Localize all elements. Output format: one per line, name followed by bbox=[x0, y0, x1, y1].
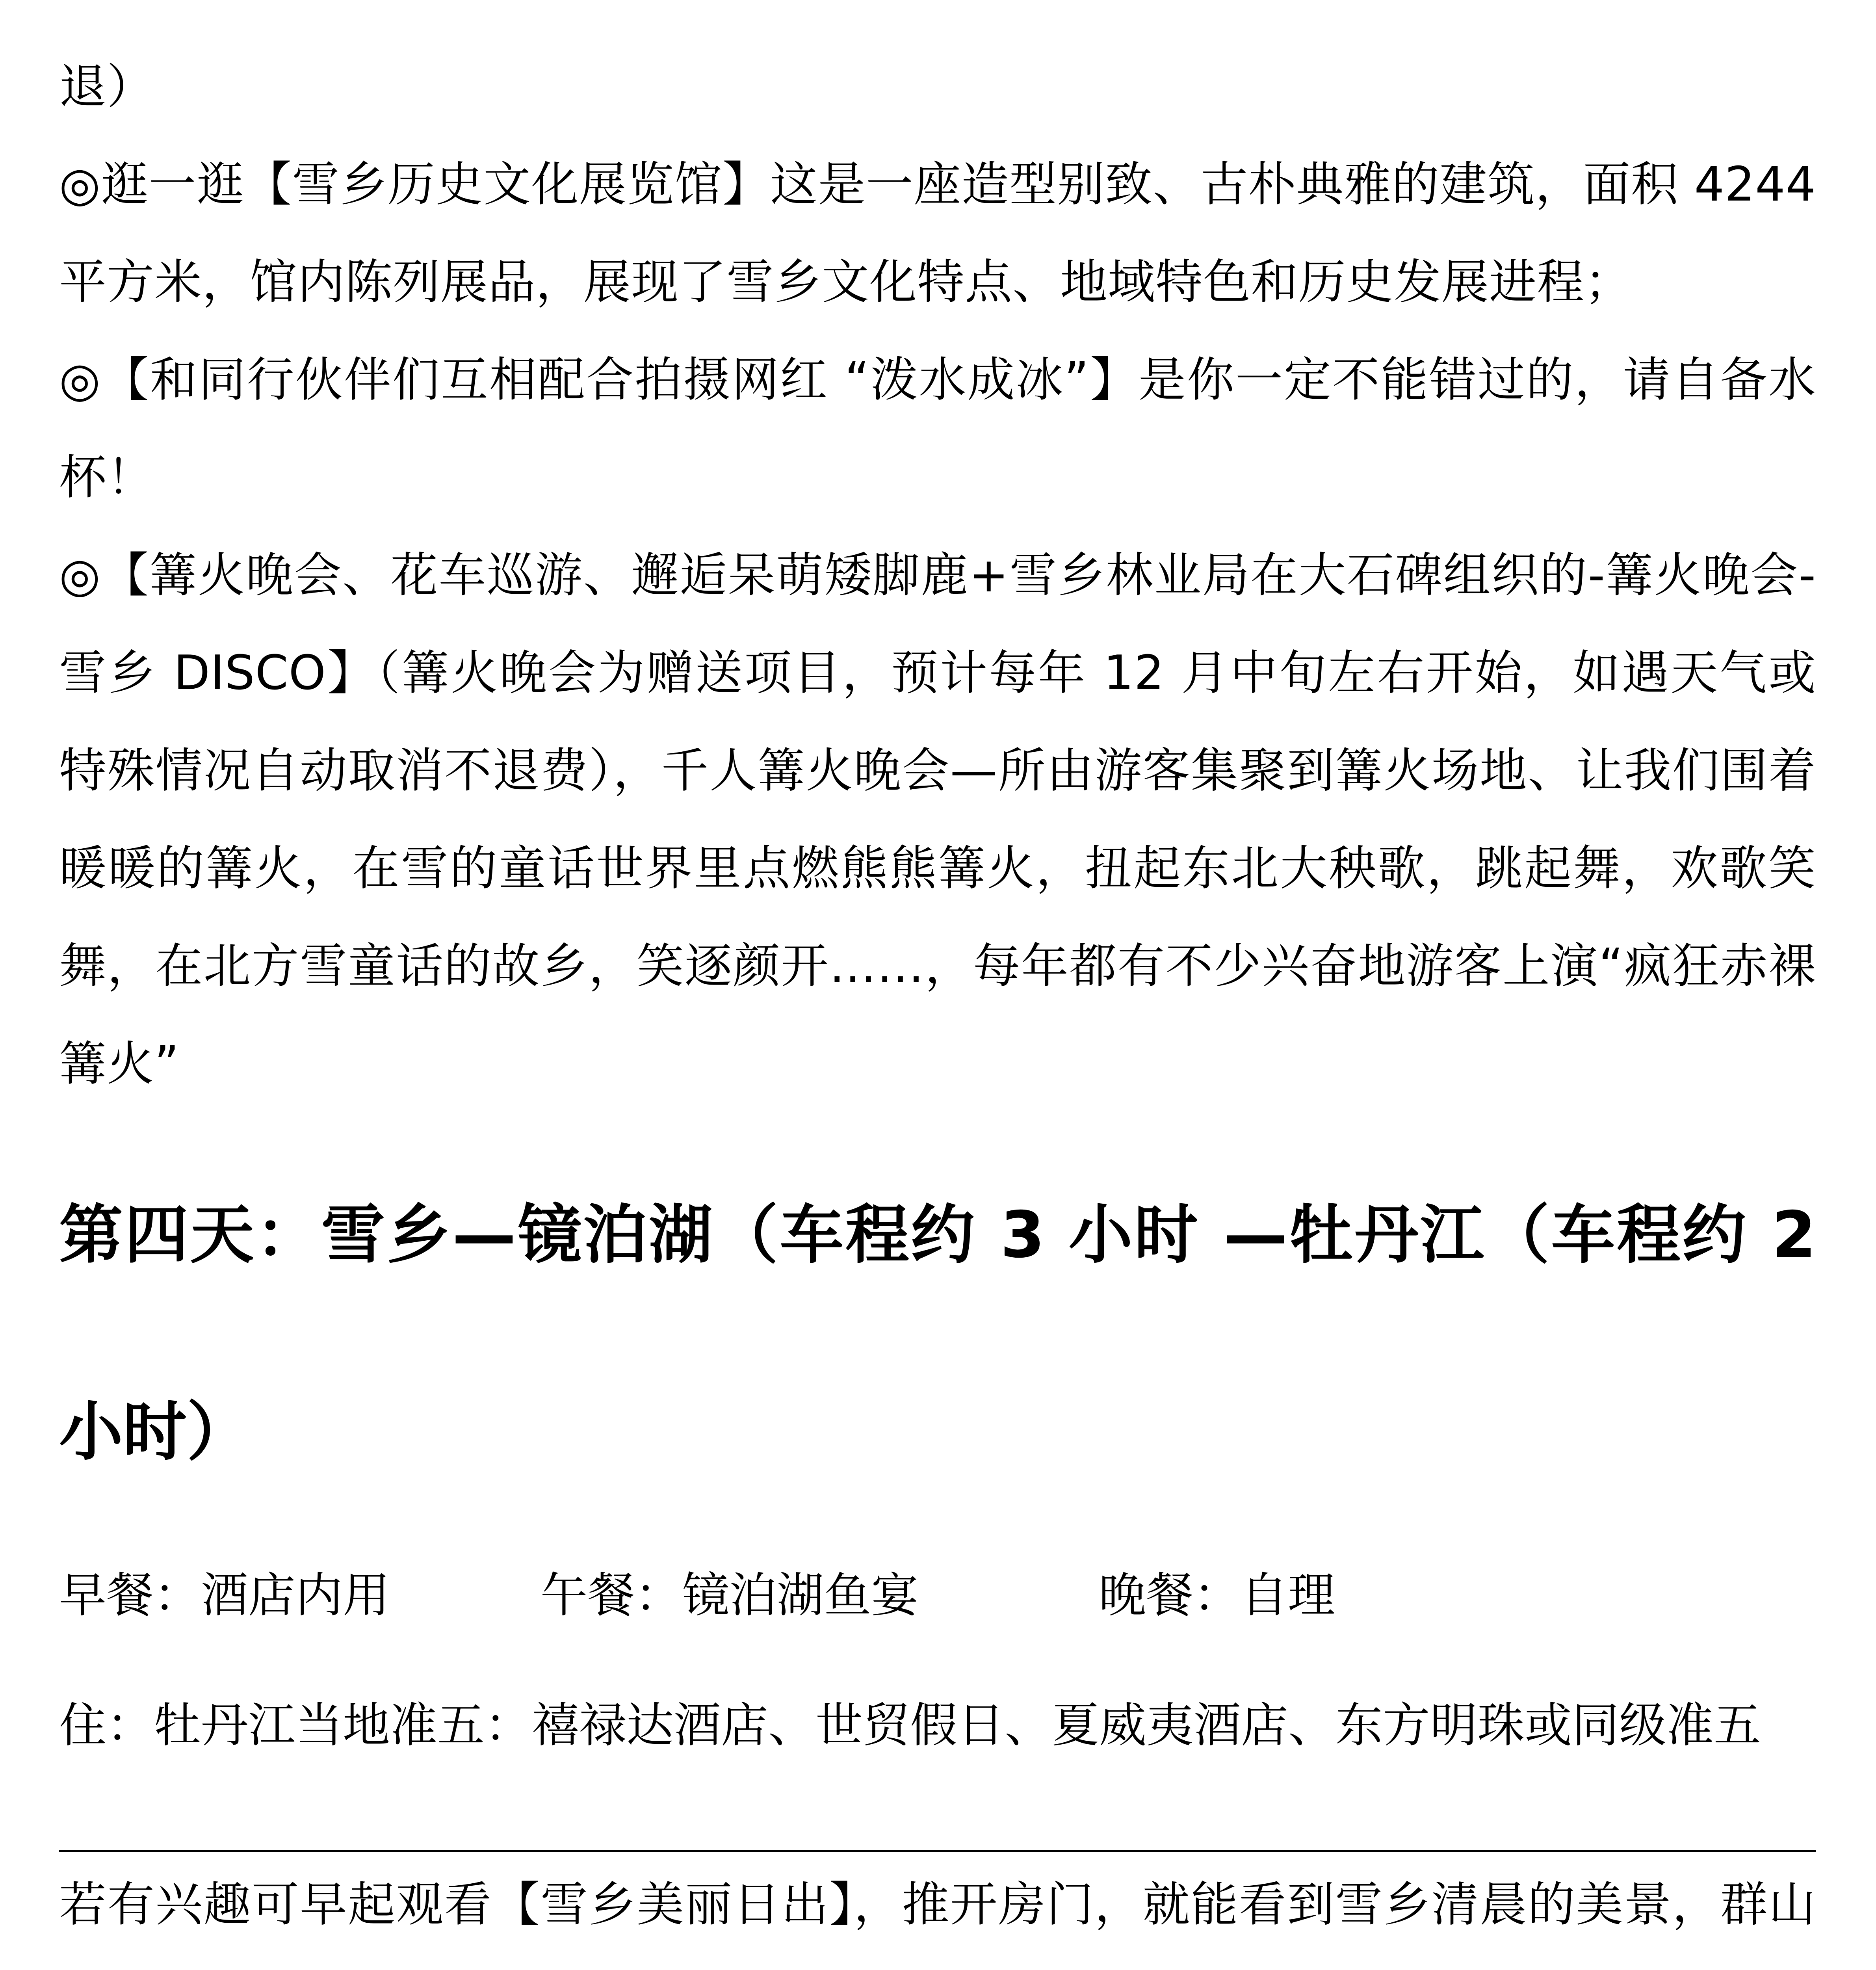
paragraph-bonfire-party: ◎【篝火晚会、花车巡游、邂逅呆萌矮脚鹿+雪乡林业局在大石碑组织的-篝火晚会-雪乡 DISCO】（篝火晚会为赠送项目，预计每年 12 月中旬左右开始，如遇天气或特殊情况自动取消不退费），千人篝火晚会—所由游客集聚到篝火场地、让我们围着暖暖的篝火，在雪的童话世界里点燃熊熊篝火，扭起东北大秧歌，跳起舞，欢歌笑舞，在北方雪童话的故乡，笑逐颜开……，每年都有不少兴奋地游客上演“疯狂赤裸篝火” bbox=[59, 548, 1816, 1091]
day4-accommodation: 住：牡丹江当地准五：禧禄达酒店、世贸假日、夏威夷酒店、东方明珠或同级准五 bbox=[59, 1698, 1761, 1753]
day4-meals: 早餐：酒店内用 午餐：镜泊湖鱼宴 晚餐：自理 bbox=[59, 1568, 1335, 1623]
paragraph-water-to-ice: ◎【和同行伙伴们互相配合拍摄网红 “泼水成冰”】是你一定不能错过的，请自备水杯！ bbox=[59, 353, 1816, 505]
paragraph-exhibition-hall: ◎逛一逛【雪乡历史文化展览馆】这是一座造型别致、古朴典雅的建筑，面积 4244 平方米，馆内陈列展品，展现了雪乡文化特点、地域特色和历史发展进程； bbox=[59, 157, 1816, 310]
paragraph-sunrise: 若有兴趣可早起观看【雪乡美丽日出】，推开房门，就能看到雪乡清晨的美景，群山 bbox=[59, 1877, 1816, 1932]
document-page bbox=[59, 0, 1816, 1970]
paragraph-continuation: 退） bbox=[59, 59, 154, 114]
day4-heading: 第四天：雪乡—镜泊湖（车程约 3 小时 —牡丹江（车程约 2 小时） bbox=[59, 1198, 1816, 1469]
section-divider bbox=[59, 1850, 1816, 1852]
